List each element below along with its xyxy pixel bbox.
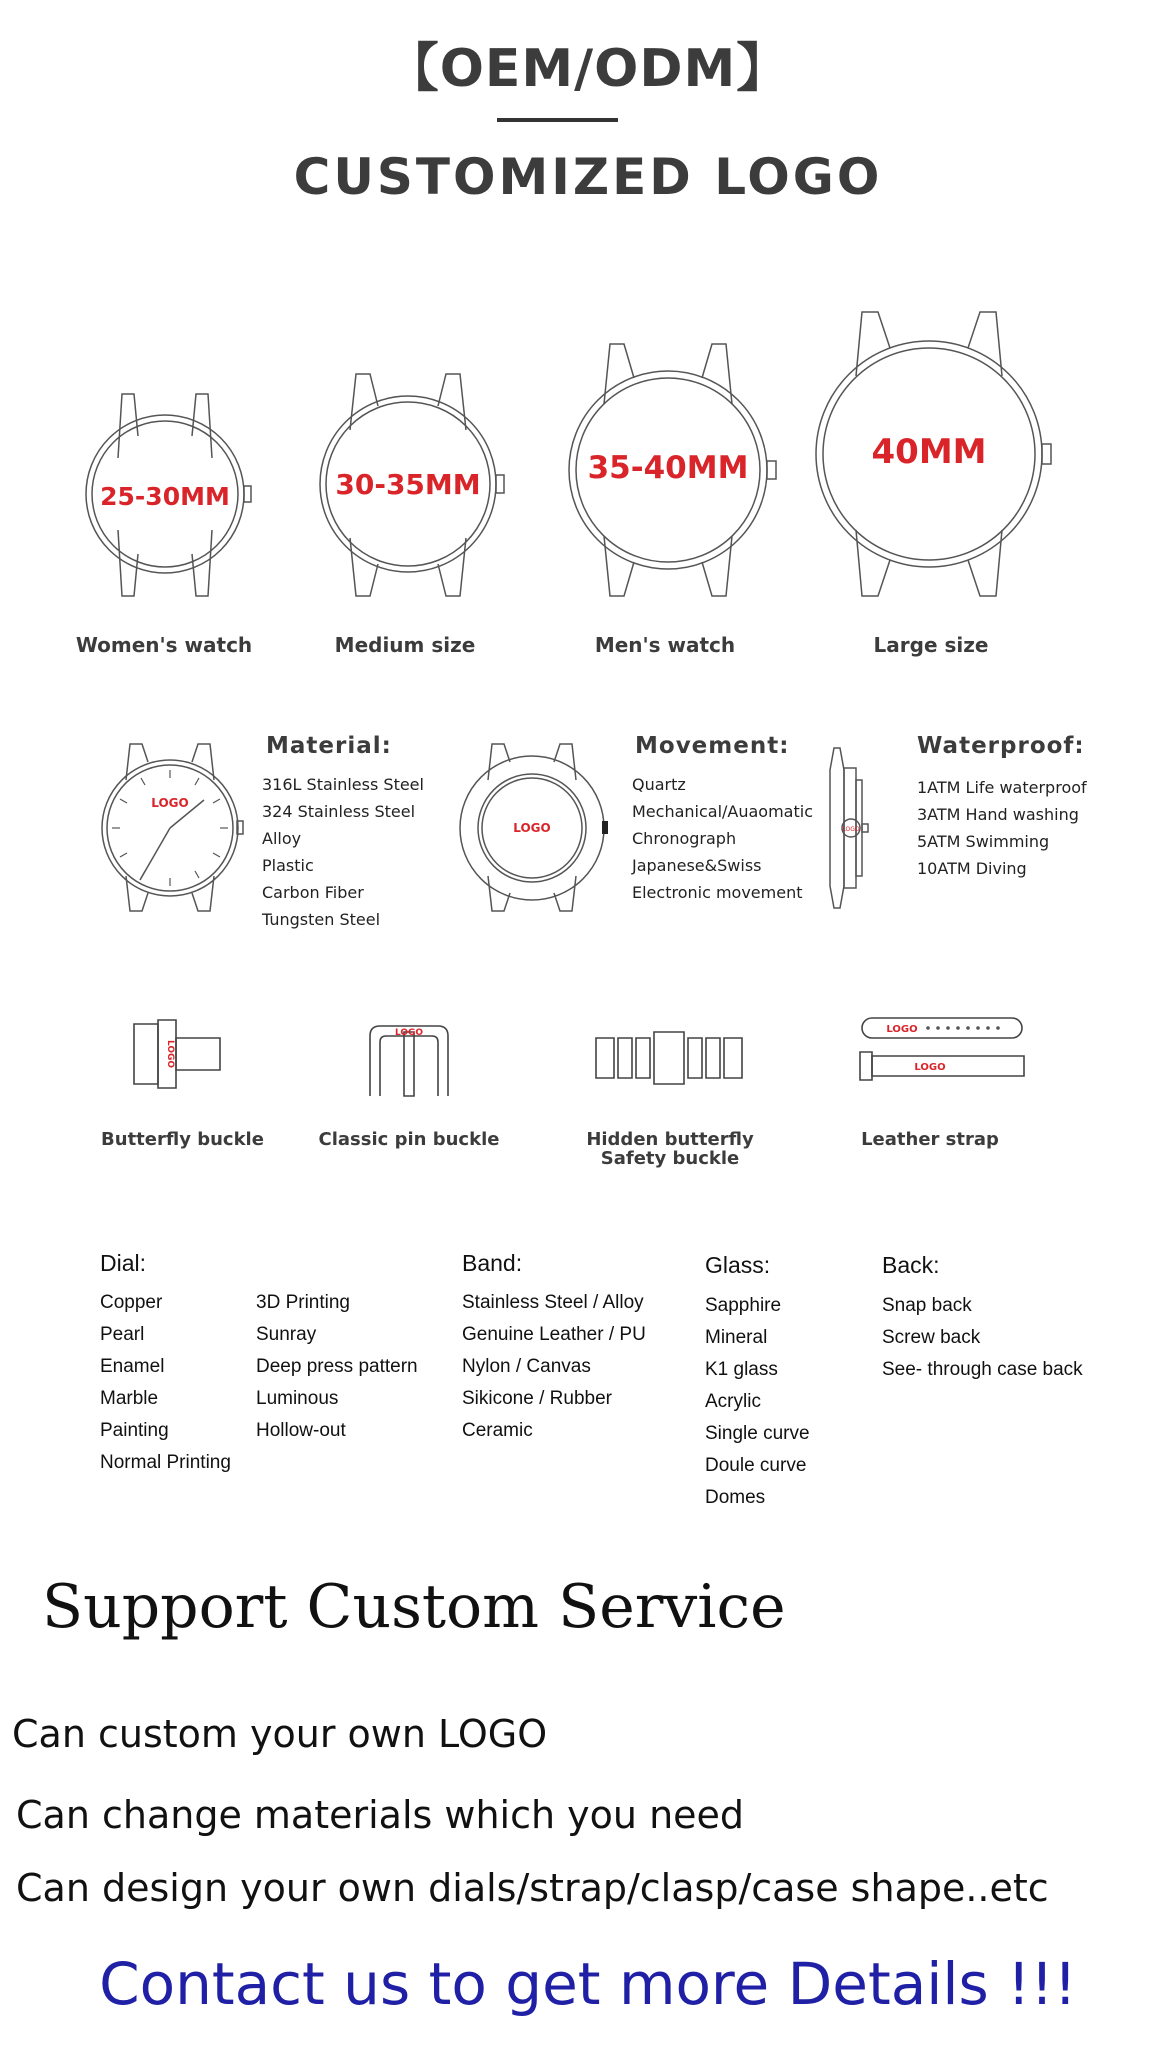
glass-option: Single curve — [705, 1423, 810, 1444]
glass-option: K1 glass — [705, 1359, 778, 1380]
waterproof-watch-side-drawing — [826, 740, 876, 915]
dial-title: Dial: — [100, 1250, 147, 1276]
back-title: Back: — [882, 1252, 940, 1278]
dial-option: Sunray — [256, 1324, 317, 1345]
band-option: Genuine Leather / PU — [462, 1324, 646, 1345]
dial-option: Luminous — [256, 1388, 339, 1409]
waterproof-item: 10ATM Diving — [917, 859, 1027, 878]
movement-item: Electronic movement — [632, 883, 803, 902]
material-list — [262, 771, 424, 933]
svg-text:40MM: 40MM — [871, 432, 987, 472]
movement-item: Mechanical/Auaomatic — [632, 802, 813, 821]
band-option: Stainless Steel / Alloy — [462, 1292, 644, 1313]
band-title: Band: — [462, 1250, 523, 1276]
dial-option: Painting — [100, 1420, 169, 1441]
dial-option: Normal Printing — [100, 1452, 231, 1473]
size-label-medium: Medium size — [334, 633, 476, 657]
waterproof-item: 3ATM Hand washing — [917, 805, 1079, 824]
movement-list — [632, 771, 813, 906]
back-option: Snap back — [882, 1295, 972, 1316]
back-option: See- through case back — [882, 1359, 1083, 1380]
part-label-hidden-butterfly: Hidden butterfly Safety buckle — [586, 1129, 754, 1169]
movement-item: Chronograph — [632, 829, 737, 848]
dial-option: Marble — [100, 1388, 159, 1409]
pin-buckle-drawing — [364, 1022, 454, 1100]
service-line: Can custom your own LOGO — [12, 1712, 548, 1756]
waterproof-title: Waterproof: — [917, 733, 1085, 759]
logo-mark: LOGO — [165, 1039, 175, 1069]
movement-item: Quartz — [632, 775, 686, 794]
band-option: Ceramic — [462, 1420, 533, 1441]
part-label-pin-buckle: Classic pin buckle — [318, 1129, 500, 1150]
material-watch-drawing — [96, 740, 246, 915]
material-item: 316L Stainless Steel — [262, 775, 424, 794]
material-item: Tungsten Steel — [262, 910, 381, 929]
movement-title: Movement: — [635, 733, 790, 759]
service-line: Can design your own dials/strap/clasp/case shape..etc — [16, 1866, 1049, 1910]
glass-option: Sapphire — [705, 1295, 782, 1316]
logo-mark: LOGO — [886, 1024, 918, 1035]
band-option: Sikicone / Rubber — [462, 1388, 612, 1409]
glass-option: Domes — [705, 1487, 766, 1508]
glass-option: Mineral — [705, 1327, 768, 1348]
svg-text:30-35MM: 30-35MM — [335, 468, 481, 501]
size-label-women: Women's watch — [75, 633, 253, 657]
logo-mark: LOGO — [513, 821, 551, 835]
dial-option: Copper — [100, 1292, 163, 1313]
service-line: Can change materials which you need — [16, 1793, 745, 1837]
service-title: Support Custom Service — [42, 1572, 786, 1642]
size-label-large: Large size — [873, 633, 989, 657]
material-item: 324 Stainless Steel — [262, 802, 416, 821]
hidden-butterfly-buckle-drawing — [594, 1028, 744, 1088]
size-label-men: Men's watch — [594, 633, 736, 657]
glass-option: Doule curve — [705, 1455, 807, 1476]
medium-watch-drawing — [308, 370, 508, 600]
waterproof-item: 5ATM Swimming — [917, 832, 1050, 851]
logo-mark: LOGO — [842, 826, 860, 833]
header-divider — [497, 118, 618, 122]
material-item: Alloy — [262, 829, 302, 848]
men-watch-drawing — [558, 340, 788, 600]
material-item: Carbon Fiber — [262, 883, 364, 902]
logo-mark: LOGO — [151, 796, 189, 810]
large-watch-drawing — [812, 308, 1058, 600]
glass-option: Acrylic — [705, 1391, 761, 1412]
material-item: Plastic — [262, 856, 314, 875]
dial-option: Enamel — [100, 1356, 165, 1377]
svg-text:35-40MM: 35-40MM — [587, 450, 749, 486]
women-watch-drawing — [80, 390, 250, 600]
logo-mark: LOGO — [394, 1028, 424, 1038]
movement-watch-drawing — [458, 740, 614, 915]
contact-cta: Contact us to get more Details !!! — [99, 1950, 1077, 2018]
band-option: Nylon / Canvas — [462, 1356, 591, 1377]
dial-option: Pearl — [100, 1324, 145, 1345]
dial-option: 3D Printing — [256, 1292, 350, 1313]
dial-option: Deep press pattern — [256, 1356, 418, 1377]
glass-list — [705, 1290, 810, 1514]
dial-option: Hollow-out — [256, 1420, 346, 1441]
movement-item: Japanese&Swiss — [632, 856, 762, 875]
part-label-leather-strap: Leather strap — [861, 1129, 999, 1150]
leather-strap-drawing — [858, 1014, 1028, 1084]
part-label-butterfly: Butterfly buckle — [101, 1129, 264, 1150]
header-customized-logo: CUSTOMIZED LOGO — [293, 148, 883, 206]
band-list — [462, 1287, 646, 1447]
butterfly-buckle-drawing — [130, 1016, 230, 1092]
size-text: 25-30MM — [100, 482, 230, 511]
glass-title: Glass: — [705, 1252, 771, 1278]
back-list — [882, 1290, 1083, 1386]
waterproof-item: 1ATM Life waterproof — [917, 778, 1087, 797]
dial-list-col2 — [256, 1287, 418, 1447]
waterproof-list — [917, 774, 1087, 882]
material-title: Material: — [266, 733, 392, 759]
header-oem-odm: 【OEM/ODM】 — [386, 39, 790, 99]
logo-mark: LOGO — [914, 1062, 946, 1073]
back-option: Screw back — [882, 1327, 981, 1348]
dial-list-col1 — [100, 1287, 231, 1479]
